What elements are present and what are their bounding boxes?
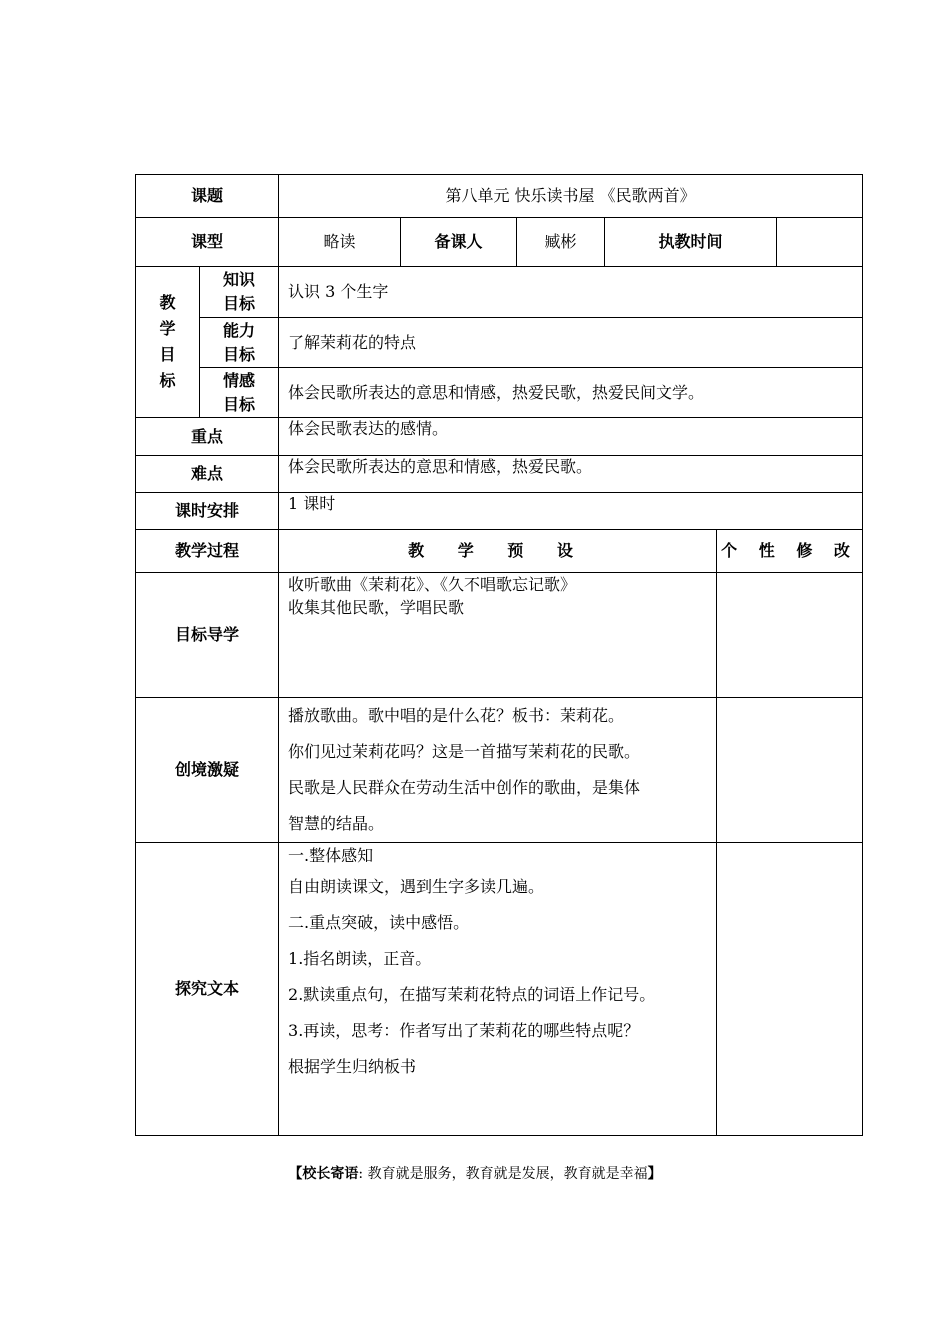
stage-label: 探究文本 [136,843,279,1136]
difficulty-label: 难点 [136,456,279,493]
schedule-text: 1 课时 [279,493,863,530]
goals-label-char: 教 [159,293,176,312]
key-point-label: 重点 [136,418,279,456]
stage-content [279,573,717,698]
stage-line: 你们见过茉莉花吗？这是一首描写茉莉花的民歌。 [288,742,641,761]
stage-row [136,843,863,1136]
principal-message [0,1163,950,1183]
teaching-time-value [777,218,863,267]
goals-label-char: 标 [159,371,176,390]
footer-label: 校长寄语 [302,1166,359,1182]
title-value: 第八单元 快乐读书屋 《民歌两首》 [279,175,863,218]
goal-text-ability: 了解茉莉花的特点 [279,318,863,368]
stage-revision-cell [717,573,863,698]
goals-label [136,267,200,418]
process-header-revision: 个 性 修 改 [717,530,863,573]
schedule-label: 课时安排 [136,493,279,530]
stage-revision-cell [717,843,863,1136]
process-header-row [136,530,863,573]
lesson-plan-table [135,174,863,1136]
stage-line: 根据学生归纳板书 [288,1057,417,1076]
type-label: 课型 [136,218,279,267]
footer-text: 教育就是服务，教育就是发展，教育就是幸福 [367,1166,648,1182]
process-header-label: 教学过程 [136,530,279,573]
stage-content [279,843,717,1136]
key-point-row [136,418,863,456]
key-point-text: 体会民歌表达的感情。 [279,418,863,456]
footer-close-bracket: 】 [647,1166,662,1182]
goal-label-knowledge: 知识 目标 [200,267,279,318]
stage-line: 2.默读重点句，在描写茉莉花特点的词语上作记号。 [288,985,656,1004]
preparer-value: 臧彬 [517,218,605,267]
goals-label-char: 学 [159,319,176,338]
footer-colon: : [358,1166,368,1182]
stage-line: 3.再读，思考：作者写出了茉莉花的哪些特点呢？ [288,1021,640,1040]
goal-row-knowledge [136,267,863,318]
stage-revision-cell [717,698,863,843]
teaching-time-label: 执教时间 [605,218,777,267]
stage-line: 1.指名朗读，正音。 [288,949,432,968]
goal-row-emotion [136,368,863,418]
lesson-plan-sheet [135,174,862,1136]
title-row [136,175,863,218]
stage-line: 二.重点突破，读中感悟。 [288,913,470,932]
difficulty-row [136,456,863,493]
stage-label: 创境激疑 [136,698,279,843]
goal-label-ability: 能力 目标 [200,318,279,368]
difficulty-text: 体会民歌所表达的意思和情感，热爱民歌。 [279,456,863,493]
stage-row [136,573,863,698]
schedule-row [136,493,863,530]
preparer-label: 备课人 [401,218,517,267]
type-value: 略读 [279,218,401,267]
process-header-plan: 教 学 预 设 [279,530,717,573]
stage-line: 播放歌曲。歌中唱的是什么花？板书：茉莉花。 [288,706,625,725]
stage-row [136,698,863,843]
goal-row-ability [136,318,863,368]
goals-label-char: 目 [159,345,176,364]
stage-line: 收集其他民歌，学唱民歌 [288,598,465,617]
stage-label: 目标导学 [136,573,279,698]
stage-line: 民歌是人民群众在劳动生活中创作的歌曲，是集体 [288,778,641,797]
goal-label-emotion: 情感 目标 [200,368,279,418]
type-row [136,218,863,267]
stage-line: 一.整体感知 [288,846,374,865]
stage-line: 自由朗读课文，遇到生字多读几遍。 [288,877,545,896]
stage-line: 智慧的结晶。 [288,814,385,833]
goal-text-knowledge: 认识 3 个生字 [279,267,863,318]
title-label: 课题 [136,175,279,218]
stage-content [279,698,717,843]
stage-line: 收听歌曲《茉莉花》、《久不唱歌忘记歌》 [288,575,577,594]
goal-text-emotion: 体会民歌所表达的意思和情感，热爱民歌，热爱民间文学。 [279,368,863,418]
footer-open-bracket: 【 [288,1166,303,1182]
